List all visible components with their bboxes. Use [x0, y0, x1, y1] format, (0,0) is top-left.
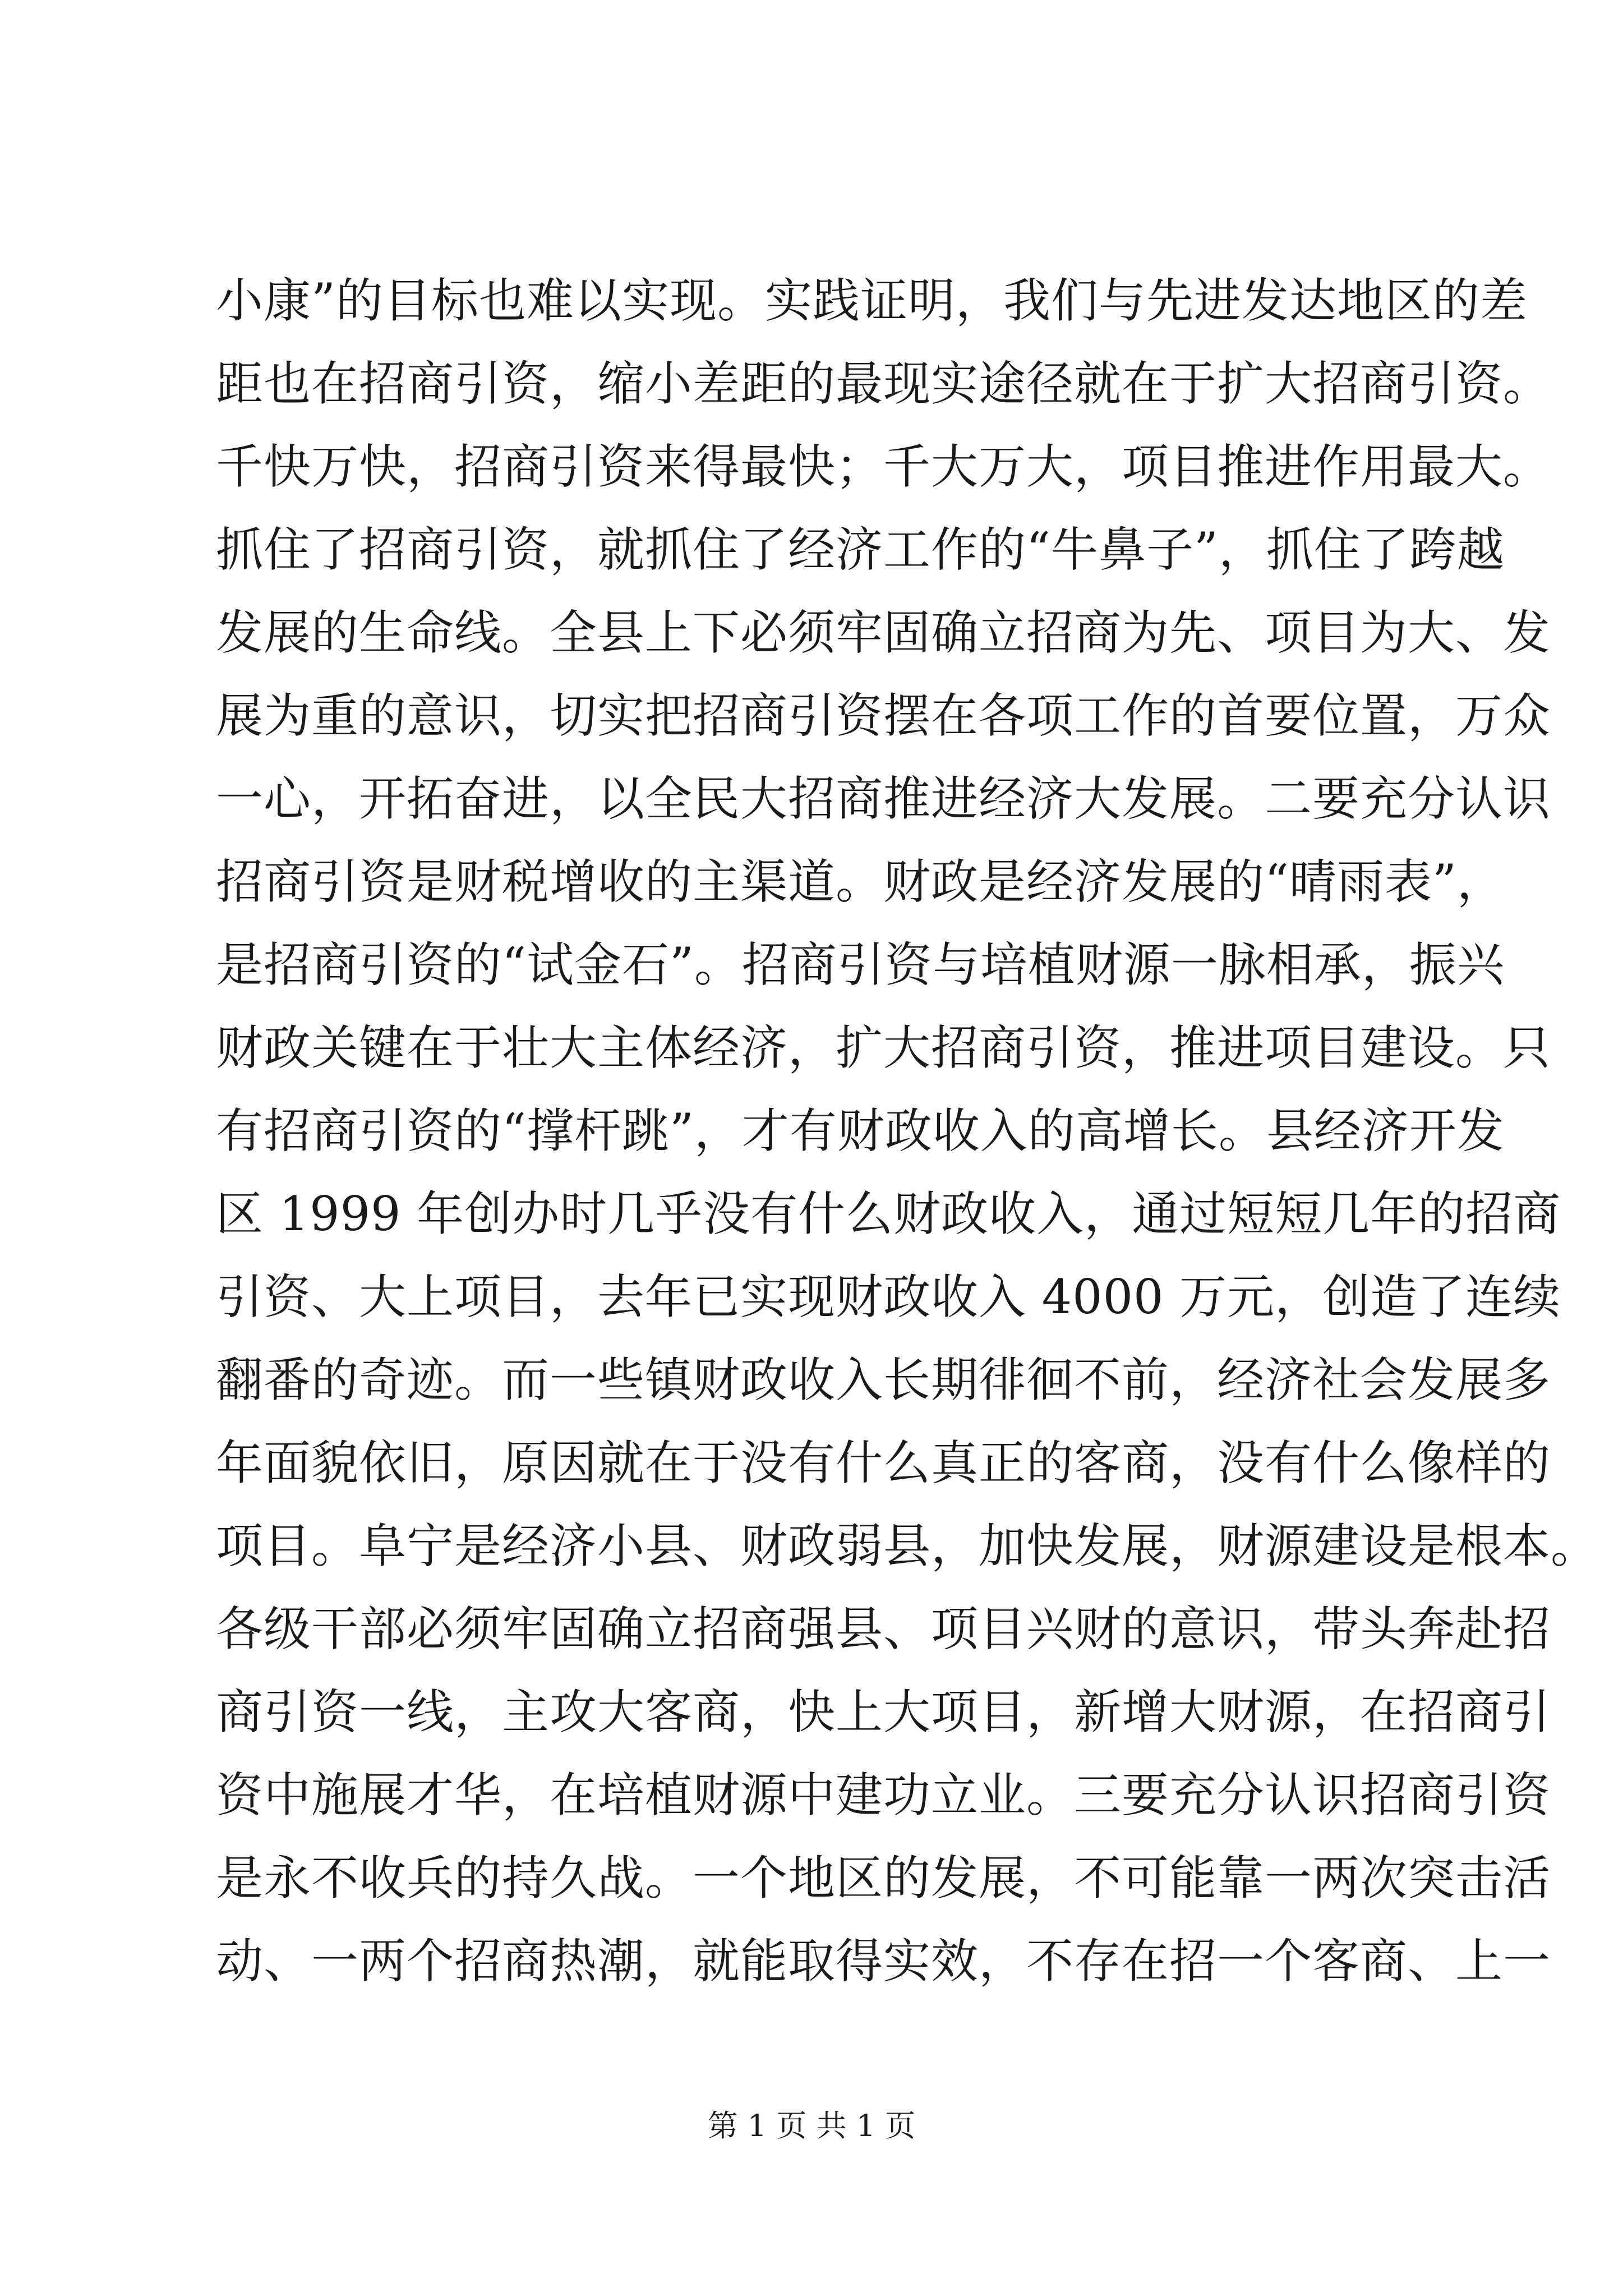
page-number-footer: 第 1 页 共 1 页 [707, 2108, 916, 2143]
text-line-20: 是永不收兵的持久战。一个地区的发展，不可能靠一两次突击活 [216, 1851, 1551, 1906]
document-body [216, 259, 1599, 2003]
text-line-15: 年面貌依旧，原因就在于没有什么真正的客商，没有什么像样的 [216, 1435, 1551, 1490]
text-line-14: 翻番的奇迹。而一些镇财政收入长期徘徊不前，经济社会发展多 [216, 1352, 1551, 1407]
text-line-8: 招商引资是财税增收的主渠道。财政是经济发展的“晴雨表”， [216, 854, 1505, 909]
text-line-5: 发展的生命线。全县上下必须牢固确立招商为先、项目为大、发 [216, 605, 1551, 660]
text-line-2: 距也在招商引资，缩小差距的最现实途径就在于扩大招商引资。 [216, 356, 1551, 411]
text-line-19: 资中施展才华，在培植财源中建功立业。三要充分认识招商引资 [216, 1768, 1551, 1823]
text-line-3: 千快万快，招商引资来得最快；千大万大，项目推进作用最大。 [216, 439, 1551, 494]
text-line-4: 抓住了招商引资，就抓住了经济工作的“牛鼻子”，抓住了跨越 [216, 522, 1505, 577]
text-line-12: 区 1999 年创办时几乎没有什么财政收入，通过短短几年的招商 [216, 1186, 1561, 1241]
text-line-17: 各级干部必须牢固确立招商强县、项目兴财的意识，带头奔赴招 [216, 1602, 1551, 1657]
text-line-18: 商引资一线，主攻大客商，快上大项目，新增大财源，在招商引 [216, 1685, 1551, 1740]
text-line-6: 展为重的意识，切实把招商引资摆在各项工作的首要位置，万众 [216, 688, 1551, 743]
text-line-16: 项目。阜宁是经济小县、财政弱县，加快发展，财源建设是根本。 [216, 1519, 1599, 1573]
text-line-1: 小康”的目标也难以实现。实践证明，我们与先进发达地区的差 [216, 273, 1528, 328]
text-line-21: 动、一两个招商热潮，就能取得实效，不存在招一个客商、上一 [216, 1934, 1551, 1989]
text-line-13: 引资、大上项目，去年已实现财政收入 4000 万元，创造了连续 [216, 1269, 1561, 1324]
text-line-10: 财政关键在于壮大主体经济，扩大招商引资，推进项目建设。只 [216, 1020, 1551, 1075]
text-line-9: 是招商引资的“试金石”。招商引资与培植财源一脉相承，振兴 [216, 937, 1505, 992]
text-line-7: 一心，开拓奋进，以全民大招商推进经济大发展。二要充分认识 [216, 771, 1551, 826]
text-line-11: 有招商引资的“撑杆跳”，才有财政收入的高增长。县经济开发 [216, 1103, 1505, 1158]
